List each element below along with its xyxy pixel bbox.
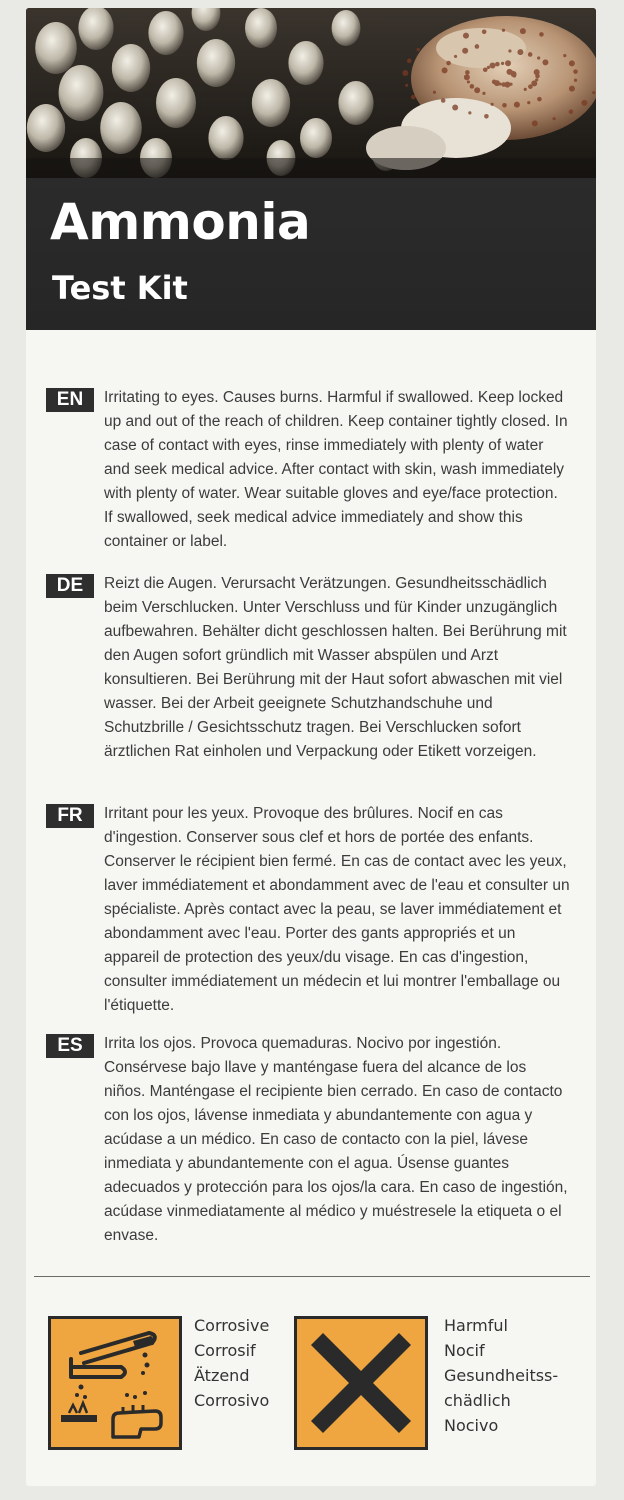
warning-text-de: Reizt die Augen. Verursacht Verätzungen. Gesundheitsschädlich beim Verschlucken. Unter Verschluss und für Kinder unzugänglich aufbewahren. Behälter dicht geschlossen halten. Bei Berührung mit den Augen sofort gründlich mit Wasser abspülen und Arzt konsultieren. Bei Berührung mit der Haut sofort abwaschen mit viel wasser. Bei der Arbeit geeignete Schutzhandschuhe und Schutzbrille / Gesichtsschutz tragen. Bei Verschlucken sofort ärztlichen Rat einholen und Verpackung oder Etikett vorzeigen. (104, 575, 567, 760)
harmful-labels (444, 1313, 558, 1438)
harmful-label-en: Harmful (444, 1316, 508, 1335)
coral-photo (26, 8, 596, 178)
corrosive-label-de: Ätzend (194, 1366, 250, 1385)
harmful-label-fr: Nocif (444, 1341, 485, 1360)
language-badge-en: EN (46, 388, 94, 412)
product-subtitle: Test Kit (52, 269, 188, 307)
warning-text-fr: Irritant pour les yeux. Provoque des brûlures. Nocif en cas d'ingestion. Conserver sous clef et hors de portée des enfants. Conserver le récipient bien fermé. En cas de contact avec les yeux, laver immédiatement et abondamment avec de l'eau et consulter un spécialiste. Après contact avec la peau, se laver immédiatement et abondamment avec l'eau. Porter des gants appropriés et un appareil de protection des yeux/du visage. En cas d'ingestion, consulter immédiatement un médecin et lui montrer l'emballage ou l'étiquette. (104, 805, 570, 1014)
corrosive-label-en: Corrosive (194, 1316, 270, 1335)
corrosive-hazard-icon (48, 1316, 182, 1450)
harmful-label-de-2: chädlich (444, 1391, 511, 1410)
warning-text-en: Irritating to eyes. Causes burns. Harmful if swallowed. Keep locked up and out of the reach of children. Keep container tightly closed. In case of contact with eyes, rinse immediately with plenty of water and seek medical advice. After contact with skin, wash immediately with plenty of water. Wear suitable gloves and eye/face protection. If swallowed, seek medical advice immediately and show this container or label. (104, 389, 568, 550)
divider (34, 1276, 590, 1277)
product-title: Ammonia (50, 193, 311, 251)
harmful-x-hazard-icon (294, 1316, 428, 1450)
harmful-label-es: Nocivo (444, 1416, 499, 1435)
product-header (26, 178, 596, 330)
warning-text-es: Irrita los ojos. Provoca quemaduras. Nocivo por ingestión. Consérvese bajo llave y manténgase fuera del alcance de los niños. Manténgase el recipiente bien cerrado. En caso de contacto con los ojos, lávense inmediata y abundantemente con agua y acúdase a un médico. En caso de contacto con la piel, lávese inmediata y abundantemente con el agua. Úsense guantes adecuados y protección para los ojos/la cara. En caso de ingestión, acúdase vinmediatamente al médico y muéstresele la etiqueta o el envase. (104, 1035, 568, 1244)
language-badge-de: DE (46, 574, 94, 598)
corrosive-labels (194, 1313, 269, 1413)
corrosive-label-es: Corrosivo (194, 1391, 270, 1410)
corrosive-label-fr: Corrosif (194, 1341, 256, 1360)
language-badge-es: ES (46, 1034, 94, 1058)
language-badge-fr: FR (46, 804, 94, 828)
harmful-label-de-1: Gesundheitss- (444, 1366, 559, 1385)
